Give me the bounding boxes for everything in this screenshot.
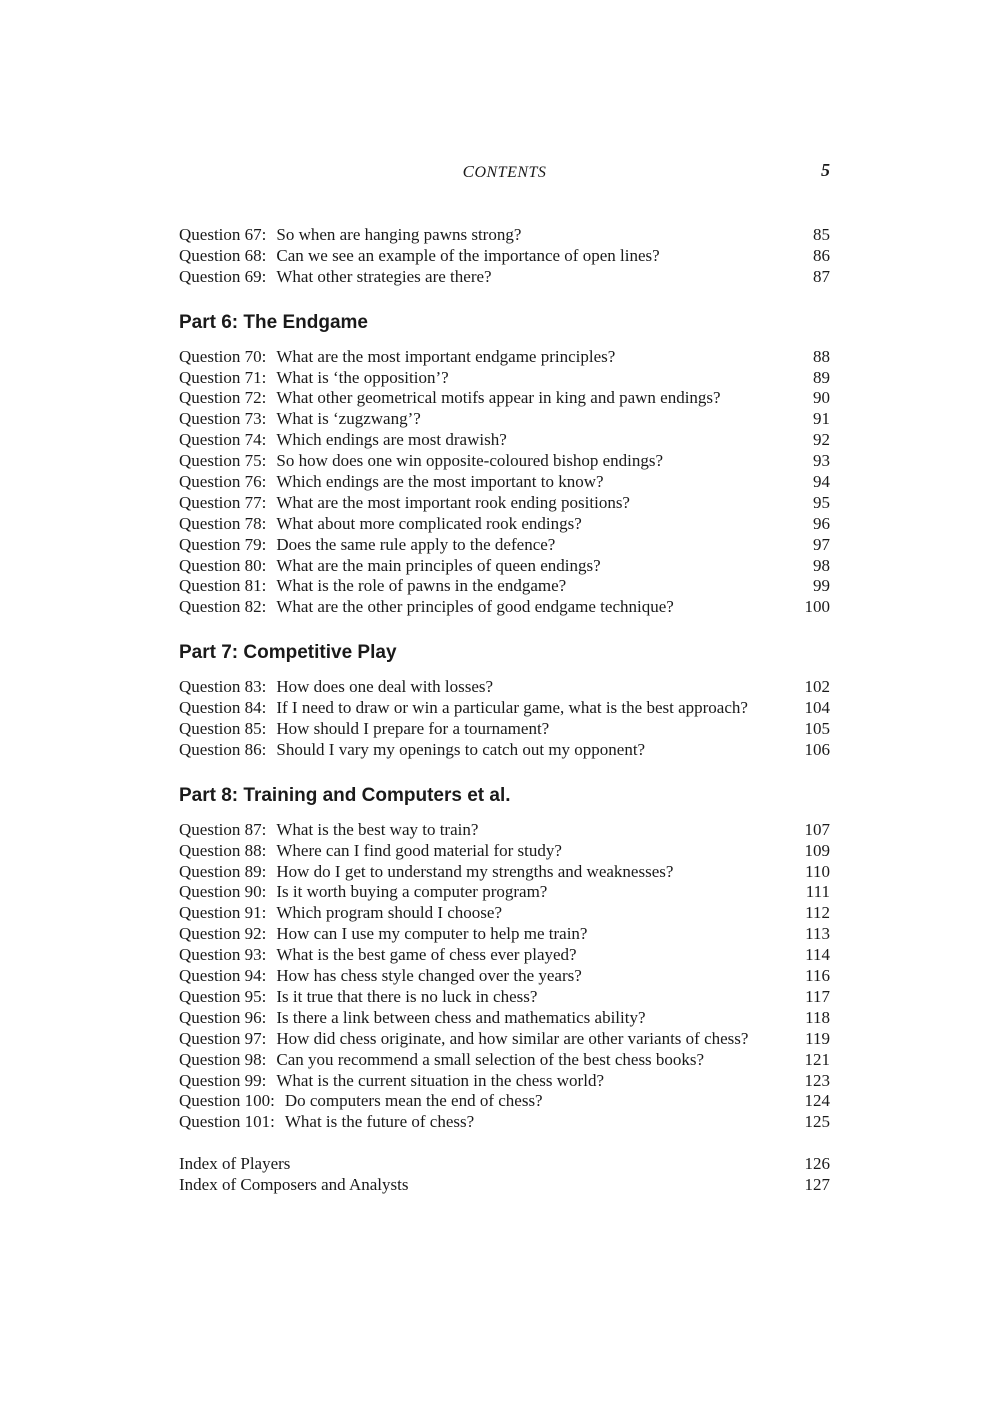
toc-page-number: 107 <box>804 819 830 839</box>
toc-page-number: 117 <box>805 986 830 1006</box>
toc-entry-label <box>179 267 492 288</box>
toc-page-number: 116 <box>805 966 830 986</box>
toc-page-number: 98 <box>813 555 830 575</box>
question-text: Where can I find good material for study? <box>276 840 562 860</box>
question-number: Question 89: <box>179 861 267 881</box>
question-number: Question 74: <box>179 430 267 450</box>
toc-page-number: 112 <box>805 903 830 923</box>
toc-entry-label <box>179 740 645 761</box>
question-number: Question 94: <box>179 966 267 986</box>
question-number: Question 75: <box>179 451 267 471</box>
toc-page-number: 86 <box>813 245 830 265</box>
running-head-title-rest: ONTENTS <box>474 164 547 181</box>
toc-page-number: 91 <box>813 409 830 429</box>
question-number: Question 98: <box>179 1049 267 1069</box>
toc-page-number: 104 <box>804 698 830 718</box>
toc-entry <box>179 535 830 556</box>
toc-entry <box>179 597 830 618</box>
toc-entry-label <box>179 1112 474 1133</box>
question-number: Question 93: <box>179 945 267 965</box>
question-number: Question 92: <box>179 924 267 944</box>
toc-entry <box>179 924 830 945</box>
question-number: Question 69: <box>179 266 267 286</box>
running-head-title-initial: C <box>462 162 475 181</box>
toc-page-number: 111 <box>805 882 830 902</box>
question-number: Question 80: <box>179 555 267 575</box>
toc-page-number: 85 <box>813 225 830 244</box>
toc-entry <box>179 225 830 246</box>
toc-entry <box>179 1029 830 1050</box>
toc-entry-label <box>179 409 421 430</box>
toc-entry <box>179 820 830 841</box>
running-head-title <box>179 162 830 182</box>
question-text: Can you recommend a small selection of the best chess books? <box>276 1049 705 1069</box>
toc-page-number: 106 <box>804 739 830 759</box>
question-text: Which program should I choose? <box>276 903 503 923</box>
part-heading: Part 8: Training and Computers et al. <box>179 784 511 806</box>
toc-entry-label <box>179 1050 704 1071</box>
question-text: What are the other principles of good endgame technique? <box>276 597 674 617</box>
toc-entry-label <box>179 903 502 924</box>
toc-page-number: 100 <box>804 597 830 617</box>
question-number: Question 78: <box>179 513 267 533</box>
index-entry <box>179 1154 830 1175</box>
question-number: Question 86: <box>179 739 267 759</box>
toc-entry-label <box>179 347 615 368</box>
question-text: Can we see an example of the importance of open lines? <box>276 245 660 265</box>
toc-page-number: 97 <box>813 534 830 554</box>
question-number: Question 96: <box>179 1007 267 1027</box>
question-text: Is it true that there is no luck in chess? <box>276 986 538 1006</box>
toc-page-number: 99 <box>813 576 830 596</box>
question-number: Question 100: <box>179 1091 275 1111</box>
question-number: Question 81: <box>179 576 267 596</box>
toc-page-number: 123 <box>804 1070 830 1090</box>
question-number: Question 90: <box>179 882 267 902</box>
toc-entry <box>179 945 830 966</box>
question-number: Question 79: <box>179 534 267 554</box>
question-number: Question 91: <box>179 903 267 923</box>
question-text: So how does one win opposite-coloured bishop endings? <box>276 451 664 471</box>
toc-entry-label <box>179 820 478 841</box>
toc-entry <box>179 267 830 288</box>
toc-entry <box>179 841 830 862</box>
toc-entry <box>179 987 830 1008</box>
toc-page-number: 110 <box>805 861 830 881</box>
toc-entry <box>179 677 830 698</box>
question-text: Do computers mean the end of chess? <box>284 1091 543 1111</box>
question-number: Question 87: <box>179 819 267 839</box>
toc-entry-label <box>179 225 521 246</box>
question-number: Question 72: <box>179 388 267 408</box>
toc-page-number: 113 <box>805 924 830 944</box>
toc-entry <box>179 493 830 514</box>
question-text: What is ‘the opposition’? <box>276 367 449 387</box>
question-text: What are the main principles of queen endings? <box>276 555 601 575</box>
index-page-number: 127 <box>804 1175 830 1195</box>
toc-page-number: 109 <box>804 840 830 860</box>
toc-page-number: 93 <box>813 451 830 471</box>
toc-entry <box>179 882 830 903</box>
toc-entry-label <box>179 882 547 903</box>
question-text: Should I vary my openings to catch out my opponent? <box>276 739 646 759</box>
index-label: Index of Players <box>179 1154 291 1174</box>
running-head <box>179 160 830 184</box>
toc-page-number: 102 <box>804 677 830 697</box>
question-text: How do I get to understand my strengths and weaknesses? <box>276 861 674 881</box>
toc-page-number: 88 <box>813 346 830 366</box>
toc-entry-label <box>179 472 604 493</box>
toc-entry-label <box>179 966 582 987</box>
toc-entry <box>179 1050 830 1071</box>
question-text: How should I prepare for a tournament? <box>276 719 550 739</box>
index-page-number: 126 <box>804 1154 830 1174</box>
toc-page-number: 119 <box>805 1028 830 1048</box>
question-text: How does one deal with losses? <box>276 677 494 697</box>
toc-entry-label <box>179 841 562 862</box>
question-number: Question 95: <box>179 986 267 1006</box>
page-number: 5 <box>821 160 830 180</box>
question-text: What is the best way to train? <box>276 819 479 839</box>
question-number: Question 73: <box>179 409 267 429</box>
question-number: Question 68: <box>179 245 267 265</box>
toc-entry <box>179 514 830 535</box>
toc-entry-label <box>179 945 577 966</box>
toc-page-number: 87 <box>813 266 830 286</box>
toc-entry-label <box>179 698 748 719</box>
question-number: Question 97: <box>179 1028 267 1048</box>
toc-entry-label <box>179 987 537 1008</box>
table-of-contents <box>179 225 830 1196</box>
toc-entry <box>179 740 830 761</box>
toc-entry-label <box>179 576 566 597</box>
toc-entry-label <box>179 677 493 698</box>
toc-entry-label <box>179 535 555 556</box>
question-number: Question 83: <box>179 677 267 697</box>
question-number: Question 84: <box>179 698 267 718</box>
index-entry <box>179 1175 830 1196</box>
part-heading: Part 7: Competitive Play <box>179 642 397 664</box>
toc-entry <box>179 1091 830 1112</box>
toc-entry-label <box>179 1091 543 1112</box>
question-text: How has chess style changed over the years? <box>276 966 582 986</box>
toc-entry-label <box>179 368 449 389</box>
toc-entry-label <box>179 388 721 409</box>
toc-entry <box>179 966 830 987</box>
toc-entry-label <box>179 514 582 535</box>
index-label: Index of Composers and Analysts <box>179 1175 409 1195</box>
toc-page-number: 125 <box>804 1112 830 1132</box>
question-text: What is the best game of chess ever played? <box>276 945 577 965</box>
toc-entry-label <box>179 597 674 618</box>
toc-entry-label <box>179 1071 604 1092</box>
question-text: How can I use my computer to help me train? <box>276 924 588 944</box>
toc-entry-label <box>179 493 630 514</box>
toc-entry-label <box>179 1029 748 1050</box>
toc-page-number: 89 <box>813 367 830 387</box>
toc-page-number: 94 <box>813 472 830 492</box>
toc-entry-label <box>179 430 507 451</box>
toc-entry-label <box>179 1008 646 1029</box>
question-text: Which endings are the most important to know? <box>276 472 604 492</box>
toc-page-number: 121 <box>804 1049 830 1069</box>
toc-page-number: 118 <box>805 1007 830 1027</box>
toc-entry-label <box>179 451 663 472</box>
toc-page-number: 92 <box>813 430 830 450</box>
question-number: Question 88: <box>179 840 267 860</box>
toc-page-number: 90 <box>813 388 830 408</box>
toc-page-number: 96 <box>813 513 830 533</box>
question-number: Question 82: <box>179 597 267 617</box>
toc-page-number: 95 <box>813 492 830 512</box>
toc-entry <box>179 1112 830 1133</box>
toc-entry <box>179 409 830 430</box>
question-number: Question 67: <box>179 225 267 244</box>
toc-entry-label <box>179 924 587 945</box>
question-text: What about more complicated rook endings? <box>276 513 582 533</box>
question-text: What is the role of pawns in the endgame? <box>276 576 567 596</box>
toc-entry <box>179 1071 830 1092</box>
question-text: Which endings are most drawish? <box>276 430 507 450</box>
question-number: Question 70: <box>179 346 267 366</box>
part-heading: Part 6: The Endgame <box>179 311 368 333</box>
question-number: Question 71: <box>179 367 267 387</box>
question-text: What is the future of chess? <box>284 1112 475 1132</box>
toc-entry <box>179 388 830 409</box>
toc-entry-label <box>179 246 660 267</box>
toc-entry <box>179 903 830 924</box>
question-number: Question 76: <box>179 472 267 492</box>
toc-entry-label <box>179 862 673 883</box>
question-number: Question 77: <box>179 492 267 512</box>
toc-entry <box>179 347 830 368</box>
question-text: How did chess originate, and how similar are other variants of chess? <box>276 1028 749 1048</box>
question-text: What are the most important endgame principles? <box>276 346 616 366</box>
toc-entry <box>179 472 830 493</box>
toc-entry <box>179 698 830 719</box>
question-text: What is the current situation in the chess world? <box>276 1070 604 1090</box>
question-number: Question 85: <box>179 719 267 739</box>
question-number: Question 99: <box>179 1070 267 1090</box>
question-text: Does the same rule apply to the defence? <box>276 534 556 554</box>
question-text: What other strategies are there? <box>276 266 492 286</box>
toc-page-number: 114 <box>805 945 830 965</box>
toc-entry <box>179 1008 830 1029</box>
question-text: So when are hanging pawns strong? <box>276 225 522 244</box>
toc-page-number: 124 <box>804 1091 830 1111</box>
toc-entry <box>179 719 830 740</box>
question-text: Is there a link between chess and mathematics ability? <box>276 1007 646 1027</box>
question-text: Is it worth buying a computer program? <box>276 882 548 902</box>
toc-entry <box>179 368 830 389</box>
toc-entry <box>179 862 830 883</box>
question-text: What other geometrical motifs appear in king and pawn endings? <box>276 388 721 408</box>
question-text: If I need to draw or win a particular game, what is the best approach? <box>276 698 748 718</box>
toc-entry <box>179 556 830 577</box>
question-number: Question 101: <box>179 1112 275 1132</box>
toc-entry-label <box>179 556 601 577</box>
question-text: What are the most important rook ending positions? <box>276 492 630 512</box>
question-text: What is ‘zugzwang’? <box>276 409 421 429</box>
toc-entry <box>179 451 830 472</box>
toc-page-number: 105 <box>804 719 830 739</box>
toc-entry <box>179 576 830 597</box>
toc-entry <box>179 246 830 267</box>
toc-entry <box>179 430 830 451</box>
toc-entry-label <box>179 719 549 740</box>
